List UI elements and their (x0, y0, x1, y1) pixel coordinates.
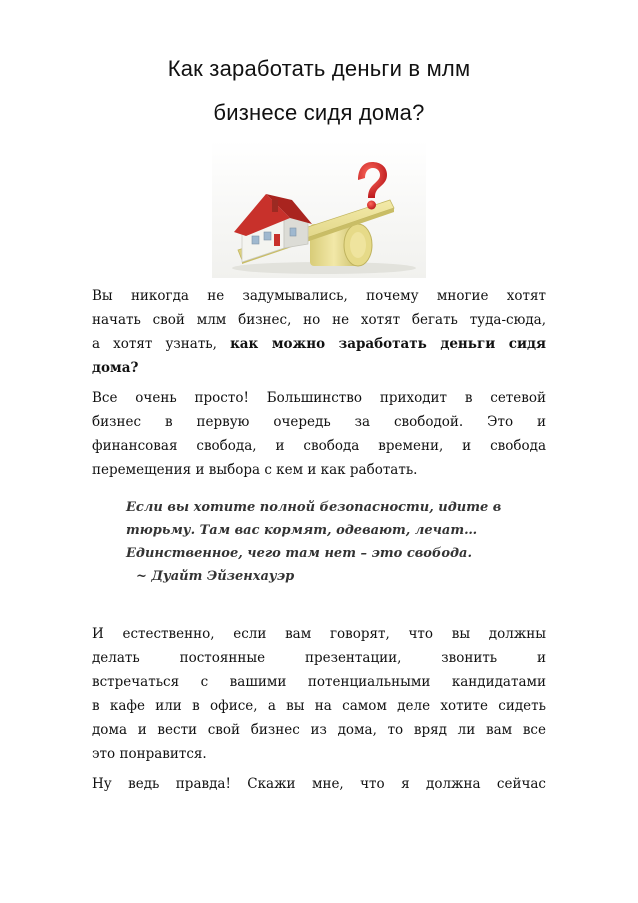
quote-line-2: тюрьму. Там вас кормят, одевают, лечат… (126, 523, 478, 538)
paragraph-3-line-2: делать постоянные презентации, звонить и (92, 650, 546, 666)
paragraph-4 (92, 772, 546, 796)
quote-line-1: Если вы хотите полной безопасности, идите в (126, 500, 502, 515)
paragraph-1-line-3-text: а хотят узнать, (92, 336, 231, 352)
paragraph-3-line-5: дома и вести свой бизнес из дома, то вряд ли вам все (92, 722, 546, 738)
page-title-line-2: бизнесе сидя дома? (213, 100, 425, 125)
paragraph-1-line-3 (92, 332, 546, 356)
paragraph-2-line-1: Все очень просто! Большинство приходит в сетевой (92, 390, 546, 406)
quote-line-3: Единственное, чего там нет – это свобода. (126, 546, 473, 561)
paragraph-1-line-1: Вы никогда не задумывались, почему многие хотят (92, 288, 546, 304)
paragraph-1-highlight: как можно заработать деньги сидя (230, 336, 546, 352)
paragraph-3-line-4: в кафе или в офисе, а вы на самом деле хотите сидеть (92, 698, 546, 714)
paragraph-2-line-4: перемещения и выбора с кем и как работать. (92, 462, 418, 478)
paragraph-2-line-2: бизнес в первую очередь за свободой. Это и (92, 414, 546, 430)
paragraph-2 (92, 386, 546, 482)
paragraph-1-highlight-end: дома? (92, 360, 139, 376)
paragraph-3-line-1: И естественно, если вам говорят, что вы должны (92, 626, 546, 642)
paragraph-3-line-3: встречаться с вашими потенциальными кандидатами (92, 674, 546, 690)
quote-author: ~ Дуайт Эйзенхауэр (136, 569, 295, 584)
paragraph-2-line-3: финансовая свобода, и свобода времени, и свобода (92, 438, 546, 454)
paragraph-1-line-2: начать свой млм бизнес, но не хотят бегать туда-сюда, (92, 312, 546, 328)
quote-block (126, 496, 546, 588)
paragraph-3-line-6: это понравится. (92, 746, 207, 762)
paragraph-3 (92, 622, 546, 766)
paragraph-1 (92, 284, 546, 380)
house-on-seesaw-question-icon (212, 140, 426, 278)
paragraph-4-line-1: Ну ведь правда! Скажи мне, что я должна сейчас (92, 776, 546, 792)
page-title-line-1: Как заработать деньги в млм (167, 56, 471, 81)
